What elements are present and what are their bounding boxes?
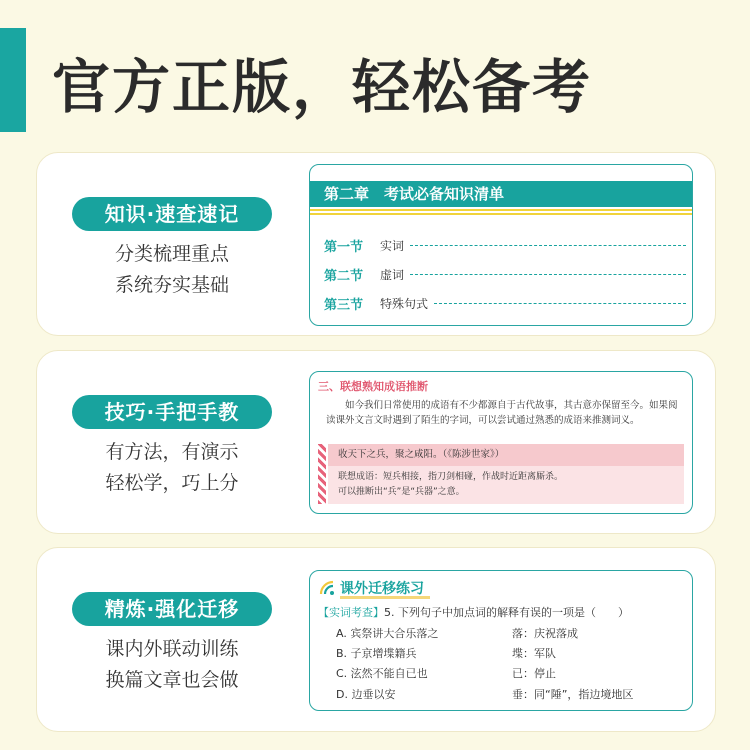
section-row [324,235,686,255]
example-quote: 收天下之兵，聚之咸阳。（《陈涉世家》） [328,444,684,466]
section-number: 第二节 [324,268,364,284]
example-note [328,466,684,504]
feature-card-skills [36,350,716,534]
option-sentence: D. 边垂以安 [336,688,396,701]
section-text: 特殊句式 [380,296,429,311]
chapter-preview-panel [309,164,693,326]
option-sentence: B. 子京增堞籍兵 [336,647,417,660]
dashed-leader [434,303,686,304]
exercise-question [318,604,629,620]
feature-description-line: 轻松学，巧上分 [105,472,239,494]
feature-description-line: 换篇文章也会做 [105,669,239,691]
method-body-text: 如今我们日常使用的成语有不少都源自于古代故事，其古意亦保留至今。如果阅读课外文言文时遇到了陌生的字词，可以尝试通过熟悉的成语来推测词义。 [326,400,678,426]
feature-pill-label: 精炼·强化迁移 [72,592,272,626]
section-number: 第一节 [324,239,364,255]
divider [310,213,692,215]
decorative-stripe [318,444,326,504]
feature-description [72,239,272,301]
note-line: 可以推断出“兵”是“兵器”之意。 [338,487,465,497]
exercise-preview-panel [309,570,693,711]
title-accent-bar [0,28,26,132]
section-text: 虚词 [380,267,405,282]
feature-description [72,634,272,696]
question-text: 5. 下列句子中加点词的解释有误的一项是（ ） [384,606,629,619]
option-explanation: 已：停止 [512,667,556,680]
dashed-leader [410,245,686,246]
option-explanation: 落：庆祝落成 [512,627,578,640]
page-title: 官方正版，轻松备考 [52,53,593,121]
option-explanation: 堞：军队 [512,647,556,660]
section-row [324,264,686,284]
feature-card-knowledge [36,152,716,336]
option-explanation: 垂：同“陲”，指边境地区 [512,688,634,701]
section-row [324,293,686,313]
feature-card-practice [36,547,716,732]
question-tag: 【实词考查】 [318,606,384,619]
section-text: 实词 [380,238,405,253]
feature-description-line: 课内外联动训练 [105,638,239,660]
method-heading: 三、联想熟知成语推断 [318,380,428,393]
signal-wave-icon [319,580,337,596]
section-number: 第三节 [324,297,364,313]
feature-description-line: 分类梳理重点 [114,243,229,265]
method-preview-panel [309,371,693,514]
dashed-leader [410,274,686,275]
feature-description [72,437,272,499]
chapter-heading: 第二章 考试必备知识清单 [310,181,692,207]
feature-pill-label: 知识·速查速记 [72,197,272,231]
divider [310,209,692,211]
exercise-heading: 课外迁移练习 [340,581,424,597]
option-sentence: A. 宾祭讲大合乐落之 [336,627,439,640]
feature-description-line: 有方法，有演示 [105,441,239,463]
note-line: 联想成语：短兵相接，指刀剑相碰，作战时近距离厮杀。 [338,472,564,482]
feature-pill-label: 技巧·手把手教 [72,395,272,429]
option-sentence: C. 泫然不能自已也 [336,667,428,680]
feature-description-line: 系统夯实基础 [114,274,229,296]
